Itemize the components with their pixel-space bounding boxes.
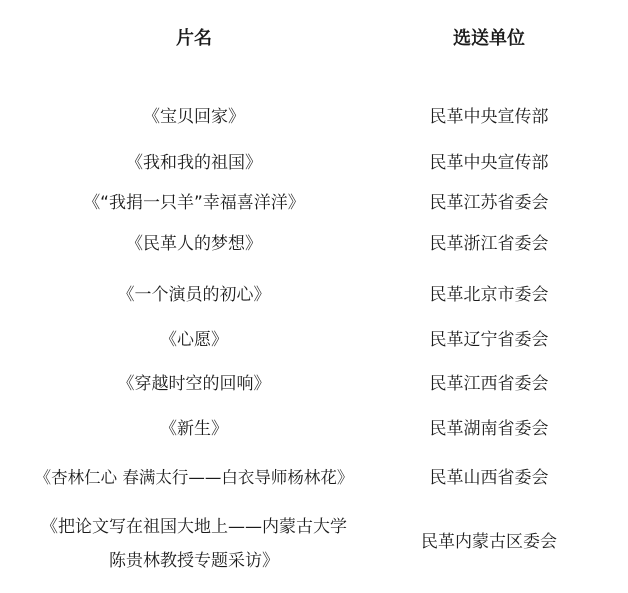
row-10-title — [0, 510, 388, 578]
row-4-unit: 民革浙江省委会 — [429, 234, 549, 254]
row-3-title: 《“我捐一只羊”幸福喜洋洋》 — [83, 193, 305, 213]
row-7-unit: 民革江西省委会 — [429, 374, 549, 394]
row-2-unit: 民革中央宣传部 — [429, 153, 549, 173]
row-3-unit: 民革江苏省委会 — [429, 193, 549, 213]
row-9-title: 《杏林仁心 春满太行——白衣导师杨林花》 — [34, 468, 354, 487]
row-6-unit: 民革辽宁省委会 — [429, 330, 549, 350]
header-unit: 选送单位 — [453, 28, 525, 49]
row-7-title: 《穿越时空的回响》 — [117, 374, 271, 394]
row-10-title-line2: 陈贵林教授专题采访》 — [109, 551, 279, 571]
row-10-unit: 民革内蒙古区委会 — [421, 532, 557, 552]
row-1-title: 《宝贝回家》 — [143, 107, 245, 127]
row-9-unit: 民革山西省委会 — [429, 468, 549, 488]
row-8-unit: 民革湖南省委会 — [429, 419, 549, 439]
header-title: 片名 — [176, 28, 212, 49]
row-1-unit: 民革中央宣传部 — [429, 107, 549, 127]
row-2-title: 《我和我的祖国》 — [126, 153, 262, 173]
row-8-title: 《新生》 — [160, 419, 228, 439]
row-5-unit: 民革北京市委会 — [429, 285, 549, 305]
row-10-title-line1: 《把论文写在祖国大地上——内蒙古大学 — [41, 517, 347, 537]
row-6-title: 《心愿》 — [160, 330, 228, 350]
row-5-title: 《一个演员的初心》 — [117, 285, 271, 305]
row-4-title: 《民革人的梦想》 — [126, 234, 262, 254]
